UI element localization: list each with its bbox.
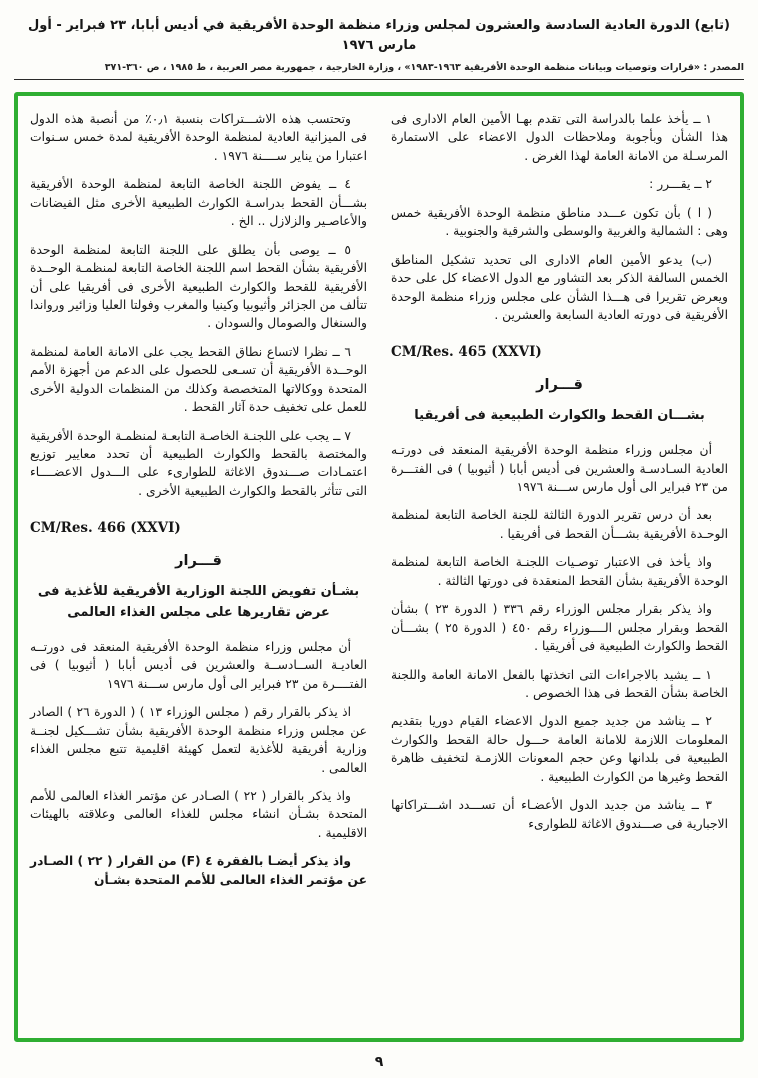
paragraph: أن مجلس وزراء منظمة الوحدة الأفريقية المنعقد فى دورتـه العادية السـادسـة والعشرين فى أديس أبابا ( أثيوبيا ) فى الفتـــرة من ٢٣ فبراير الى أول مارس ســـنة ١٩٧٦ xyxy=(391,443,728,495)
resolution-title: قـــرار xyxy=(175,552,222,569)
page-header xyxy=(14,16,744,80)
resolution-subtitle: بشـأن تفويض اللجنة الوزارية الأفريقية للأغذية فى عرض تقاريرها على مجلس الغذاء العالمى xyxy=(37,584,360,621)
header-title: (تابع) الدورة العادية السادسة والعشرون لمجلس وزراء منظمة الوحدة الأفريقية في أديس أبابا، ٢٣ فبراير - أول مارس ١٩٧٦ xyxy=(28,18,730,53)
resolution-subtitle: بشـــان القحط والكوارث الطبيعية فى أفريقيا xyxy=(414,408,705,424)
paragraph: واذ يأخذ فى الاعتبار توصـيات اللجنـة الخاصة التابعة لمنظمة الوحدة الأفريقية بشأن القحط المنعقدة فى دورتها الثالثة . xyxy=(391,555,728,588)
paragraph: أن مجلس وزراء منظمة الوحدة الأفريقية المنعقد فى دورتــه العاديـة الســادســة والعشرين فى أديس أبابا ( أثيوبيا ) فى الفتــــرة من ٢٣ فبراير الى أول مارس ســـنة ١٩٧٦ xyxy=(30,639,367,691)
resolution-label: CM/Res. 466 (XXVI) xyxy=(30,520,181,537)
paragraph: ١ ــ يشيد بالاجراءات التى اتخذتها بالفعل الامانة العامة واللجنة الخاصة بشأن القحط فى هذا الخصوص . xyxy=(391,667,728,700)
header-divider xyxy=(14,79,744,80)
paragraph: واذ يذكر أيضـا بالفقرة ٤ (F) من القرار ( ٢٢ ) الصـادر عن مؤتمر الغذاء العالمى للأمم المتحدة بشـأن xyxy=(30,854,367,887)
paragraph: ٥ ــ يوصى بأن يطلق على اللجنة التابعة لمنظمة الوحدة الأفريقية بشأن القحط اسم اللجنة الخاصة التابعة لمنظمـة الوحــدة الأفريقية للقحط والكوارث الطبيعية الأخرى فى أفريقيا على أن تتألف من الجزائر وأثيوبيا وكينيا والمغرب وفولتا العليا وزائير ورواندا والسنغال والصومال والسودان . xyxy=(30,242,367,331)
paragraph: اذ يذكر بالقرار رقم ( مجلس الوزراء ١٣ ) ( الدورة ٢٦ ) الصادر عن مجلس وزراء منظمة الوحدة الأفريقية بشأن تشـــكيل لجنــة وزارية أفريقية للأغذية لتعمل كهيئة اقليمية تتبع مجلس الغذاء العالمى . xyxy=(30,705,367,775)
paragraph: ٢ ــ يناشد من جديد جميع الدول الاعضاء القيام دوريا بتقديم المعلومات اللازمة للامانة العامة حـــول حالة القحط والكوارث الطبيعية فى بلدانها وعن حجم المعونات اللازمـة لتخفيف ظاهرة القحط وغيرها من الكوارث الطبيعية . xyxy=(391,714,728,784)
paragraph: ٧ ــ يجب على اللجنـة الخاصـة التابعـة لمنظمـة الوحدة الأفريقية والمختصة بالقحط والكوارث الطبيعية أن تحدد معايير توزيع اعتمـادات صـــندوق الاغاثة للطوارىء على الـــدول الاعضــــاء التى تتأثر بالقحط والكوارث الطبيعية الأخرى . xyxy=(30,428,367,498)
paragraph: بعد أن درس تقرير الدورة الثالثة للجنة الخاصة التابعة لمنظمة الوحـدة الأفريقية بشـــأن القحط فى أفريقيا . xyxy=(391,508,728,541)
paragraph: ٢ ــ يقـــرر : xyxy=(649,177,712,192)
resolution-label: CM/Res. 465 (XXVI) xyxy=(391,344,542,361)
page-number: ٩ xyxy=(374,1054,384,1070)
paragraph: ٦ ــ نظرا لاتساع نطاق القحط يجب على الامانة العامة لمنظمة الوحــدة الأفريقية أن تسـعى للحصول على الدعم من أجهزة الأمم المتحدة ووكالاتها المتخصصة وكذلك من المنظمات الدولية الأخرى للعمل على تخفيف حدة آثار القحط . xyxy=(30,344,367,415)
header-source-line: المصدر : «قرارات وتوصيات وبيانات منظمة الوحدة الأفريقية ١٩٦٣-١٩٨٣» ، وزارة الخارجية ، جمهورية مصر العربية ، ط ١٩٨٥ ، ص ٣٦٠-٣٧١ xyxy=(104,62,744,73)
paragraph: ( ا ) بأن تكون عـــدد مناطق منظمة الوحدة الأفريقية خمس وهى : الشمالية والغربية والوسطى والشرقية والجنوبية . xyxy=(391,205,728,239)
content-box xyxy=(14,92,744,1042)
column-left xyxy=(30,110,367,1028)
paragraph: (ب) يدعو الأمين العام الادارى الى تحديد تشكيل المناطق الخمس السالفة الذكر بعد التشاور مع الدول الاعضاء كل على حدة ويعرض تقريرا فى هـــذا الشأن على مجلس وزراء منظمة الوحدة الأفريقية فى دورته العادية السابعة والعشرين . xyxy=(391,252,728,322)
paragraph: ٣ ــ يناشد من جديد الدول الأعضـاء أن تســـدد اشـــتراكاتها الاجبارية فى صـــندوق الاغاثة للطوارىء xyxy=(391,798,728,831)
paragraph: وتحتسب هذه الاشـــتراكات بنسبة ٠٫١٪ من أنصبة هذه الدول فى الميزانية العادية لمنظمة الوحدة الأفريقية لمدة خمس سـنوات اعتبارا من يناير ســــنة ١٩٧٦ . xyxy=(30,112,367,163)
paragraph: ١ ــ يأخذ علما بالدراسة التى تقدم بهـا الأمين العام الادارى فى هذا الشأن وبأجوبة وملاحظات الدول الاعضاء على الاستمارة المرسـلة من الامانة العامة لهذا الغرض . xyxy=(391,112,728,163)
paragraph: واذ يذكر بقرار مجلس الوزراء رقم ٣٣٦ ( الدورة ٢٣ ) بشأن القحط وبقرار مجلس الــــوزراء رقم ٤٥٠ ( الدورة ٢٥ ) بشـــأن القحط والكوارث الطبيعية فى أفريقيا . xyxy=(391,602,728,654)
paragraph: ٤ ــ يفوض اللجنة الخاصة التابعة لمنظمة الوحدة الأفريقية بشـــأن القحط بدراسـة الكوارث الطبيعية الأخرى مثل الفيضانات والأعاصـير والزلازل .. الخ . xyxy=(30,177,367,229)
column-right xyxy=(391,110,728,1028)
resolution-title: قـــرار xyxy=(536,376,583,393)
paragraph: واذ يذكر بالقرار ( ٢٢ ) الصـادر عن مؤتمر الغذاء العالمى للأمم المتحدة بشـأن انشاء مجلس للغذاء العالمى وعلاقته بالهيئات الاقليمية . xyxy=(30,788,367,840)
